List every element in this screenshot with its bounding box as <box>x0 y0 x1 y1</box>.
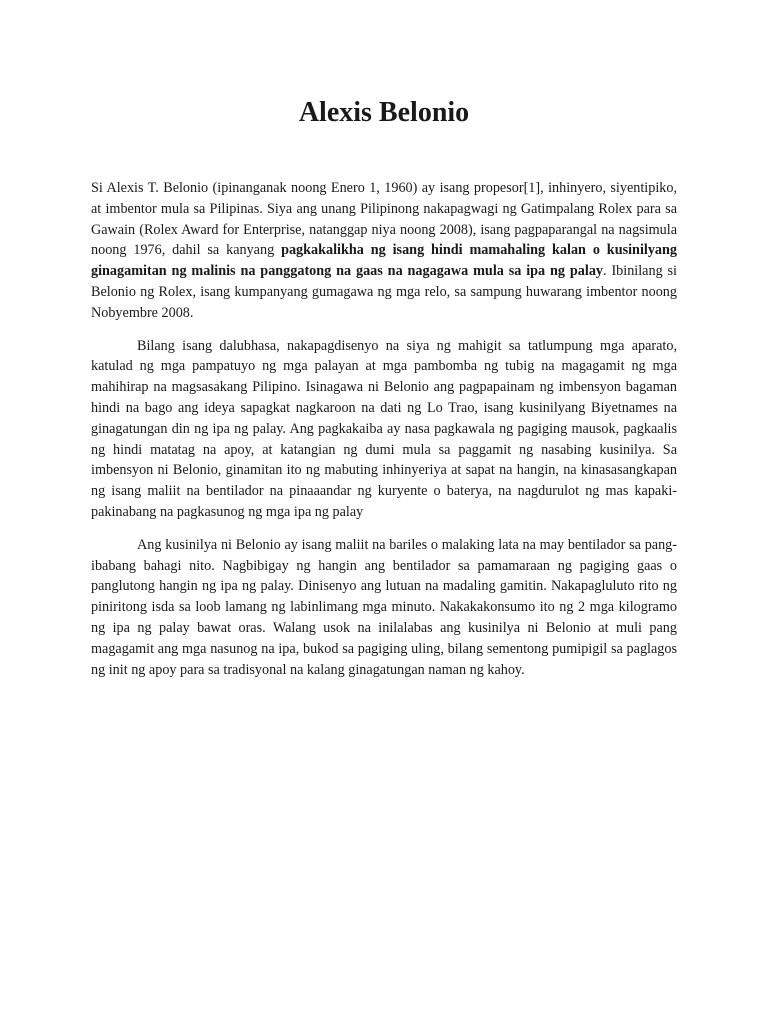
paragraph-intro <box>91 178 677 324</box>
page-title: Alexis Belonio <box>298 97 470 128</box>
paragraph-intro-text-start: Si Alexis T. Belonio (ipinanganak noong Enero 1, 1960) ay isang propesor[1], inhinyero, siyentipiko, at imbentor mula sa Pilipinas. Siya ang unang Pilipinong nakapagwagi ng Gatimpalang Rolex para sa Gawain (Rolex Award for Enterprise, natanggap niya noong 2008), isang pagpaparangal na nagsimula noong 1976, dahil sa kanyang <box>91 180 677 259</box>
paragraph-stove-description: Ang kusinilya ni Belonio ay isang maliit na bariles o malaking lata na may bentilador sa pang-ibabang bahagi nito. Nagbibigay ng hangin ang bentilador sa pamamaraan ng pagiging gaas o panglutong hangin ng ipa ng palay. Dinisenyo ang lutuan na madaling gamitin. Nakapagluluto rito ng piniritong isda sa loob lamang ng labinlimang mga minuto. Nakakakonsumo ito ng 2 mga kilogramo ng ipa ng palay bawat oras. Walang usok na inilalabas ang kusinilya ni Belonio at muli pang magagamit ang mga nasunog na ipa, bukod sa pagiging uling, bilang sementong pumipigil sa paglagos ng init ng apoy para sa tradisyonal na kalang ginagatungan naman ng kahoy. <box>91 536 677 678</box>
document-body <box>91 178 677 692</box>
paragraph-inventions: Bilang isang dalubhasa, nakapagdisenyo na siya ng mahigit sa tatlumpung mga aparato, katulad ng mga pampatuyo ng mga palayan at mga pambomba ng tubig na magagamit ng mga mahihirap na magsasakang Pilipino. Isinagawa ni Belonio ang pagpapainam ng imbensyon bagaman hindi na bago ang ideya sapagkat nagkaroon na dati ng Lo Trao, isang kusinilyang Biyetnames na ginagatungan din ng ipa ng palay. Ang pagkakaiba ay nasa pagkawala ng pagiging mausok, pagkaalis ng hindi matatag na apoy, at katangian ng dumi mula sa paggamit ng nasabing kusinilya. Sa imbensyon ni Belonio, ginamitan ito ng mabuting inhinyeriya at sapat na hangin, na kinasasangkapan ng isang maliit na bentilador na pinaaandar ng kuryente o baterya, na nagdurulot ng mas kapaki-pakinabang na pagkasunog ng mga ipa ng palay <box>91 337 677 520</box>
paragraph-intro-text-end: . Ibinilang si Belonio ng Rolex, isang kumpanyang gumagawa ng mga relo, sa sampung huwarang imbentor noong Nobyembre 2008. <box>91 263 678 321</box>
paragraph-intro-bold-text: pagkakalikha ng isang hindi mamahaling kalan o kusinilyang ginagamitan ng malinis na panggatong na gaas na nagagawa mula sa ipa ng palay <box>91 242 677 280</box>
